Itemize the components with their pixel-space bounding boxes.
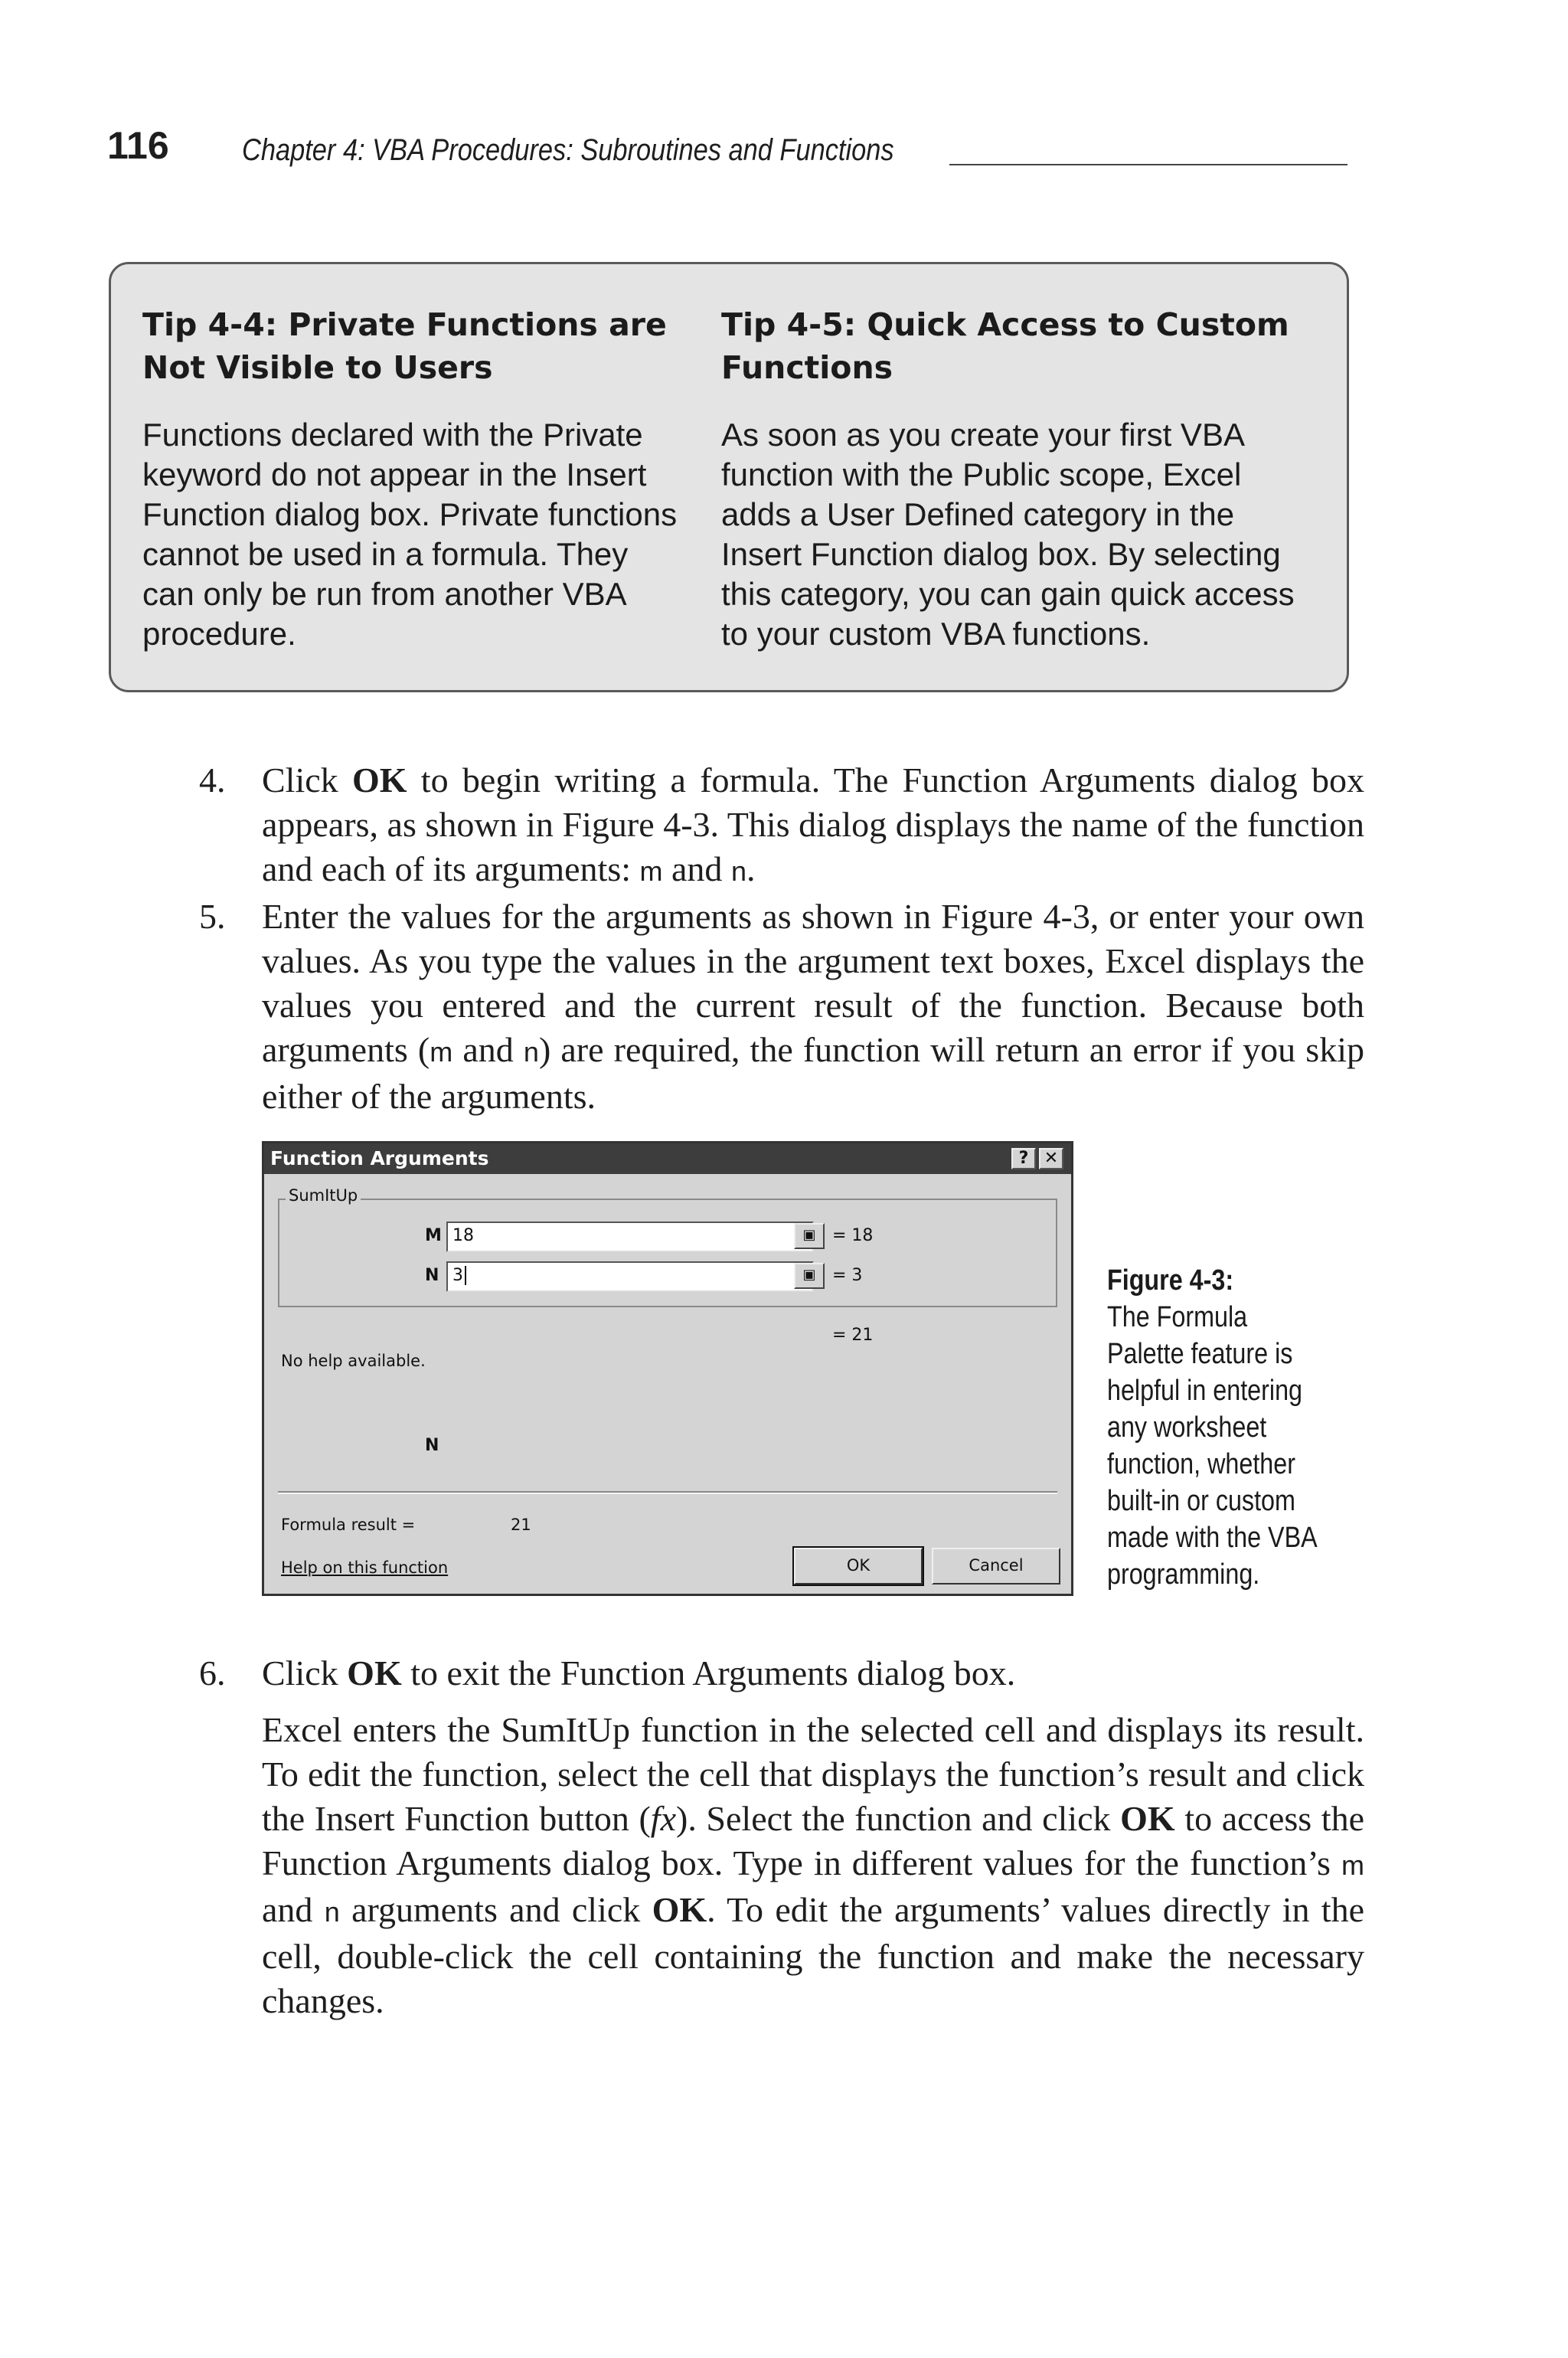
tip-4-5-body: As soon as you create your first VBA function with the Public scope, Excel adds a User Defined category in the Insert Function dialog box. By selecting this category, you can gain quick access to your custom VBA functions.: [721, 417, 1295, 652]
ok-button[interactable]: OK: [794, 1548, 923, 1585]
function-arguments-dialog: [262, 1141, 1073, 1596]
tip-4-5: [721, 303, 1318, 654]
page-number: 116: [107, 124, 169, 167]
current-argument-name: N: [425, 1436, 439, 1455]
dialog-separator: [278, 1491, 1057, 1494]
figure-caption: Figure 4-3: The Formula Palette feature is helpful in entering any worksheet function, whether built-in or custom made with the VBA programming.: [1107, 1262, 1322, 1593]
closing-paragraph: Excel enters the SumItUp function in the selected cell and displays its result. To edit the function, select the cell that displays the function’s result and click the Insert Function button (fx). Select the function and click OK to access the Function Arguments dialog box. Type in different values for the function’s m and n arguments and click OK. To edit the arguments’ values directly in the cell, double-click the cell containing the function and make the necessary changes.: [262, 1710, 1365, 2020]
step-4-number: 4.: [199, 760, 226, 800]
tip-4-4-body: Functions declared with the Private keyword do not appear in the Insert Function dialog box. Private functions cannot be used in a formula. They can only be run from another VBA procedure.: [142, 417, 678, 652]
header-rule: [949, 164, 1348, 165]
arg-m-label: M: [425, 1226, 442, 1245]
arg-n-result: = 3: [832, 1266, 863, 1285]
step-6-text: Click OK to exit the Function Arguments dialog box.: [262, 1653, 1016, 1692]
help-button[interactable]: ?: [1011, 1148, 1036, 1169]
help-on-function-link[interactable]: Help on this function: [281, 1558, 449, 1577]
function-description: No help available.: [281, 1352, 426, 1370]
overall-result: = 21: [832, 1326, 874, 1345]
cancel-button[interactable]: Cancel: [932, 1548, 1060, 1585]
arg-n-input[interactable]: 3: [446, 1261, 814, 1292]
close-button[interactable]: ✕: [1039, 1148, 1063, 1169]
function-name-label: SumItUp: [286, 1185, 361, 1206]
step-5-text: Enter the values for the arguments as shown in Figure 4-3, or enter your own values. As you type the values in the argument text boxes, Excel displays the values you entered and the current result of the function. Because both arguments (m and n) are required, the function will return an error if you skip either of the arguments.: [262, 897, 1364, 1116]
tip-4-5-title: Tip 4-5: Quick Access to Custom Functions: [721, 306, 1289, 386]
arg-n-label: N: [425, 1266, 439, 1285]
tip-4-4: [142, 303, 694, 654]
arg-m-input[interactable]: 18: [446, 1222, 814, 1252]
step-6-number: 6.: [199, 1653, 226, 1692]
dialog-title: Function Arguments: [270, 1147, 489, 1169]
step-5-number: 5.: [199, 897, 226, 936]
step-4-text: Click OK to begin writing a formula. The Function Arguments dialog box appears, as shown in Figure 4-3. This dialog displays the name of the function and each of its arguments: m and n.: [262, 760, 1364, 888]
chapter-title: Chapter 4: VBA Procedures: Subroutines and Functions: [242, 133, 894, 167]
dialog-titlebar: [264, 1143, 1071, 1174]
tip-4-4-title: Tip 4-4: Private Functions are Not Visible to Users: [142, 306, 667, 386]
arg-m-collapse-icon[interactable]: ▣: [794, 1223, 825, 1249]
arg-n-collapse-icon[interactable]: ▣: [794, 1263, 825, 1289]
formula-result-label: Formula result =: [281, 1516, 416, 1534]
figure-label: Figure 4-3:: [1107, 1264, 1234, 1297]
formula-result-value: 21: [511, 1516, 531, 1534]
arg-m-result: = 18: [832, 1226, 874, 1245]
